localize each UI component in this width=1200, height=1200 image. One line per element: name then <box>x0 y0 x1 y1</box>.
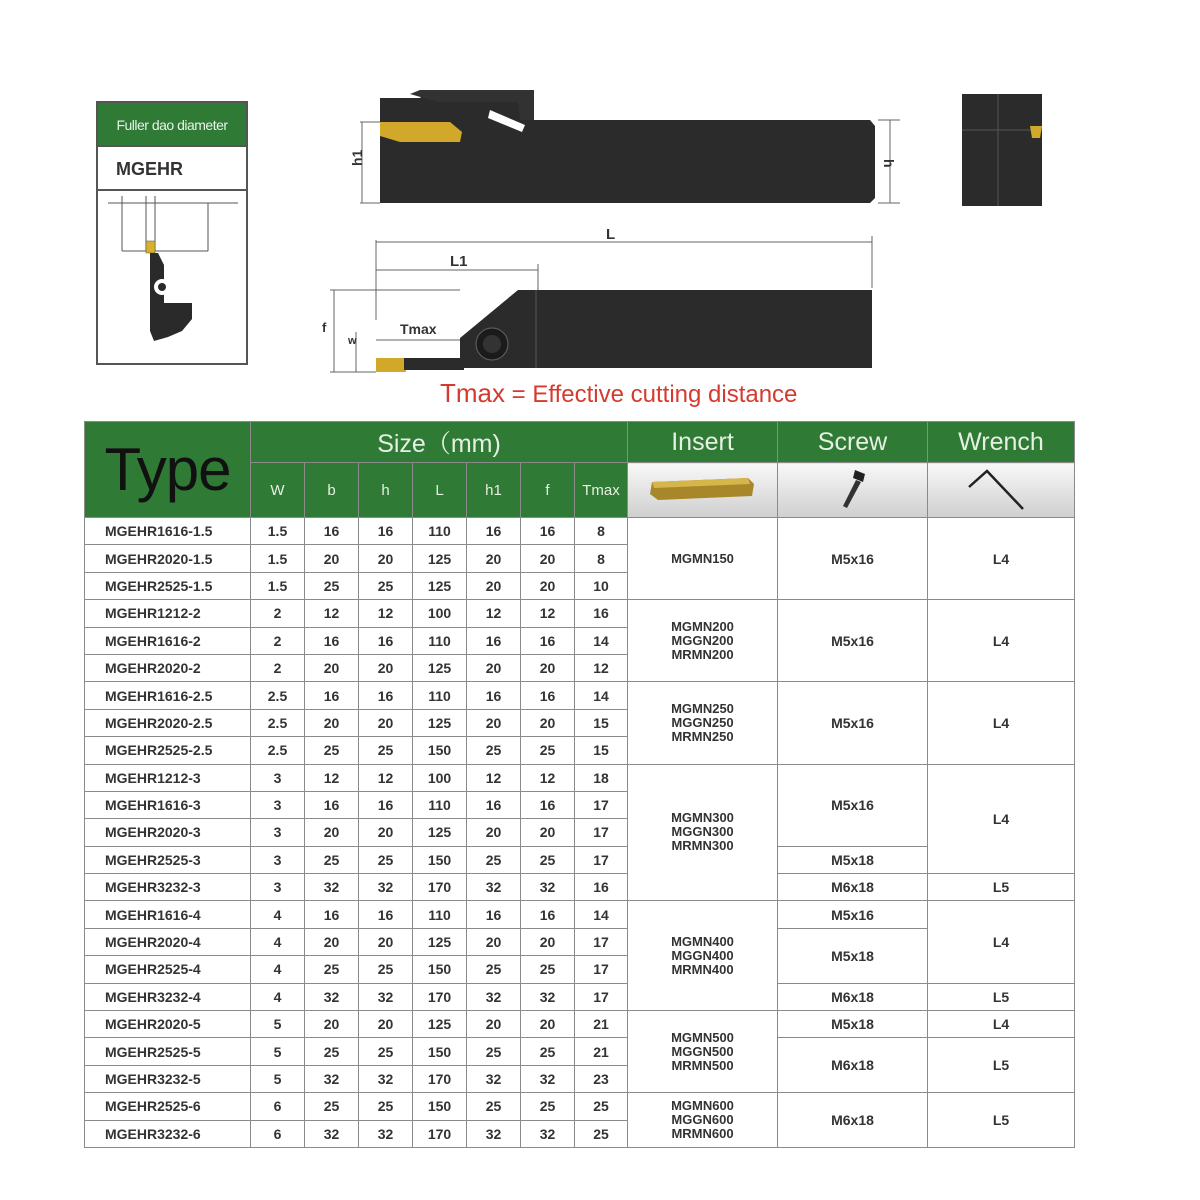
cell-h1: 32 <box>467 1120 521 1147</box>
screw-image-cell <box>778 463 928 518</box>
cell-h1: 12 <box>467 600 521 627</box>
cell-tmax: 23 <box>575 1065 628 1092</box>
cell-h: 25 <box>359 956 413 983</box>
cell-f: 25 <box>521 956 575 983</box>
cell-b: 16 <box>305 791 359 818</box>
cell-h1: 16 <box>467 518 521 545</box>
tmax-caption <box>440 378 797 409</box>
insert-code: MRMN300 <box>671 838 734 854</box>
cell-h1: 25 <box>467 846 521 873</box>
cell-h: 20 <box>359 654 413 681</box>
insert-code: MGMN300 <box>671 810 734 826</box>
cell-w: 2.5 <box>251 737 305 764</box>
cell-b: 20 <box>305 654 359 681</box>
cell-screw: M6x18 <box>778 983 928 1010</box>
dim-label-w: w <box>348 335 357 347</box>
tool-end-view-drawing <box>958 90 1048 210</box>
cell-b: 25 <box>305 572 359 599</box>
cell-type: MGEHR3232-6 <box>85 1120 251 1147</box>
cell-h: 20 <box>359 928 413 955</box>
cell-h1: 16 <box>467 901 521 928</box>
cell-insert <box>628 518 778 600</box>
cell-b: 25 <box>305 956 359 983</box>
cell-screw: M6x18 <box>778 1093 928 1148</box>
cell-l: 125 <box>413 545 467 572</box>
cell-h: 32 <box>359 874 413 901</box>
cell-f: 12 <box>521 600 575 627</box>
cell-h1: 16 <box>467 627 521 654</box>
cell-tmax: 10 <box>575 572 628 599</box>
col-header: h <box>359 463 413 518</box>
cell-tmax: 25 <box>575 1093 628 1120</box>
cell-f: 32 <box>521 983 575 1010</box>
cell-l: 110 <box>413 682 467 709</box>
insert-blade-icon <box>648 472 758 506</box>
cell-f: 16 <box>521 791 575 818</box>
insert-code: MGMN150 <box>671 550 734 566</box>
cell-tmax: 14 <box>575 627 628 654</box>
cell-l: 150 <box>413 956 467 983</box>
cell-l: 100 <box>413 764 467 791</box>
cell-b: 32 <box>305 1065 359 1092</box>
cell-h1: 25 <box>467 1093 521 1120</box>
cell-h: 25 <box>359 1038 413 1065</box>
cell-screw: M5x16 <box>778 518 928 600</box>
cell-tmax: 21 <box>575 1011 628 1038</box>
cell-h1: 12 <box>467 764 521 791</box>
cell-wrench: L5 <box>928 874 1075 901</box>
cell-h1: 25 <box>467 1038 521 1065</box>
cell-screw: M5x16 <box>778 901 928 928</box>
cell-h1: 20 <box>467 709 521 736</box>
col-header: f <box>521 463 575 518</box>
cell-l: 125 <box>413 928 467 955</box>
cell-w: 5 <box>251 1011 305 1038</box>
insert-code: MRMN400 <box>671 961 734 977</box>
cell-insert <box>628 1093 778 1148</box>
cell-b: 20 <box>305 545 359 572</box>
insert-code: MGGN250 <box>671 714 734 730</box>
cell-f: 25 <box>521 1093 575 1120</box>
cell-f: 12 <box>521 764 575 791</box>
insert-code: MGMN600 <box>671 1098 734 1114</box>
cell-tmax: 17 <box>575 983 628 1010</box>
insert-code: MGGN200 <box>671 632 734 648</box>
cell-wrench: L4 <box>928 1011 1075 1038</box>
insert-code: MGMN500 <box>671 1029 734 1045</box>
cell-l: 150 <box>413 1038 467 1065</box>
dim-label-f: f <box>322 320 327 335</box>
cell-l: 150 <box>413 1093 467 1120</box>
header-screw: Screw <box>778 422 928 463</box>
cell-b: 20 <box>305 1011 359 1038</box>
cell-w: 1.5 <box>251 518 305 545</box>
cell-h1: 25 <box>467 737 521 764</box>
cell-f: 20 <box>521 819 575 846</box>
cell-w: 3 <box>251 874 305 901</box>
cell-h1: 32 <box>467 983 521 1010</box>
table-row <box>85 1011 1075 1038</box>
header-insert: Insert <box>628 422 778 463</box>
cell-f: 32 <box>521 874 575 901</box>
cell-screw: M6x18 <box>778 874 928 901</box>
cell-h: 25 <box>359 1093 413 1120</box>
cell-type: MGEHR2525-4 <box>85 956 251 983</box>
dim-label-L: L <box>606 226 616 243</box>
cell-tmax: 17 <box>575 791 628 818</box>
cell-f: 25 <box>521 846 575 873</box>
cell-l: 110 <box>413 901 467 928</box>
cell-h1: 20 <box>467 545 521 572</box>
cell-tmax: 17 <box>575 846 628 873</box>
cell-w: 2.5 <box>251 682 305 709</box>
cell-h: 20 <box>359 709 413 736</box>
cell-l: 125 <box>413 819 467 846</box>
cell-type: MGEHR1212-3 <box>85 764 251 791</box>
cell-type: MGEHR2020-2.5 <box>85 709 251 736</box>
insert-code: MGGN300 <box>671 824 734 840</box>
cell-tmax: 15 <box>575 737 628 764</box>
cell-wrench: L4 <box>928 600 1075 682</box>
cell-b: 25 <box>305 737 359 764</box>
cell-w: 2 <box>251 600 305 627</box>
cell-tmax: 16 <box>575 874 628 901</box>
cell-insert <box>628 600 778 682</box>
table-row <box>85 983 1075 1010</box>
cell-wrench: L5 <box>928 1093 1075 1148</box>
cell-b: 20 <box>305 819 359 846</box>
cell-h: 16 <box>359 518 413 545</box>
cell-f: 25 <box>521 1038 575 1065</box>
cell-type: MGEHR2020-5 <box>85 1011 251 1038</box>
table-row <box>85 682 1075 709</box>
cell-b: 16 <box>305 682 359 709</box>
col-header: h1 <box>467 463 521 518</box>
insert-code: MRMN600 <box>671 1126 734 1142</box>
cell-h1: 16 <box>467 682 521 709</box>
cell-type: MGEHR2020-2 <box>85 654 251 681</box>
cell-type: MGEHR2525-3 <box>85 846 251 873</box>
tool-label-box <box>96 101 248 365</box>
cell-h1: 25 <box>467 956 521 983</box>
tool-setup-sketch <box>98 191 246 363</box>
cell-w: 6 <box>251 1120 305 1147</box>
insert-code: MRMN500 <box>671 1057 734 1073</box>
cell-insert <box>628 901 778 1011</box>
label-box-header: Fuller dao diameter <box>98 103 246 147</box>
cell-f: 20 <box>521 545 575 572</box>
cell-w: 3 <box>251 846 305 873</box>
cell-type: MGEHR2020-3 <box>85 819 251 846</box>
cell-h1: 20 <box>467 928 521 955</box>
cell-w: 5 <box>251 1038 305 1065</box>
insert-code: MGGN600 <box>671 1112 734 1128</box>
cell-f: 16 <box>521 901 575 928</box>
cell-b: 16 <box>305 627 359 654</box>
cell-h: 20 <box>359 819 413 846</box>
spec-table <box>84 421 1075 1148</box>
cell-l: 110 <box>413 791 467 818</box>
cell-l: 170 <box>413 1120 467 1147</box>
cell-tmax: 12 <box>575 654 628 681</box>
cell-l: 125 <box>413 709 467 736</box>
cell-type: MGEHR2525-5 <box>85 1038 251 1065</box>
cell-h1: 32 <box>467 874 521 901</box>
cell-b: 12 <box>305 600 359 627</box>
cell-h: 32 <box>359 1120 413 1147</box>
cell-h: 16 <box>359 791 413 818</box>
cell-h1: 20 <box>467 654 521 681</box>
cell-screw: M6x18 <box>778 1038 928 1093</box>
cell-w: 4 <box>251 901 305 928</box>
cell-w: 6 <box>251 1093 305 1120</box>
cell-screw: M5x16 <box>778 682 928 764</box>
table-row <box>85 1093 1075 1120</box>
insert-code: MGMN200 <box>671 618 734 634</box>
cell-b: 12 <box>305 764 359 791</box>
cell-h: 16 <box>359 901 413 928</box>
cell-type: MGEHR3232-5 <box>85 1065 251 1092</box>
table-row <box>85 874 1075 901</box>
cell-type: MGEHR3232-4 <box>85 983 251 1010</box>
insert-code: MGMN250 <box>671 700 734 716</box>
cell-b: 25 <box>305 846 359 873</box>
cell-wrench: L5 <box>928 983 1075 1010</box>
insert-code: MRMN250 <box>671 728 734 744</box>
cell-b: 20 <box>305 709 359 736</box>
cell-l: 150 <box>413 846 467 873</box>
cell-h: 20 <box>359 545 413 572</box>
cell-b: 16 <box>305 518 359 545</box>
insert-code: MRMN200 <box>671 646 734 662</box>
cell-l: 125 <box>413 1011 467 1038</box>
col-header: Tmax <box>575 463 628 518</box>
cell-screw: M5x18 <box>778 928 928 983</box>
cell-h: 16 <box>359 627 413 654</box>
cell-w: 4 <box>251 983 305 1010</box>
cell-w: 3 <box>251 764 305 791</box>
wrench-image-cell <box>928 463 1075 518</box>
cell-f: 20 <box>521 654 575 681</box>
cell-l: 150 <box>413 737 467 764</box>
cell-w: 5 <box>251 1065 305 1092</box>
cell-w: 1.5 <box>251 572 305 599</box>
cell-h: 16 <box>359 682 413 709</box>
cell-screw: M5x18 <box>778 846 928 873</box>
cell-screw: M5x16 <box>778 764 928 846</box>
cell-f: 16 <box>521 627 575 654</box>
cell-tmax: 15 <box>575 709 628 736</box>
cell-b: 25 <box>305 1038 359 1065</box>
cell-tmax: 8 <box>575 518 628 545</box>
tmax-caption-definition: = Effective cutting distance <box>511 381 798 408</box>
cell-h: 32 <box>359 983 413 1010</box>
hex-wrench-icon <box>961 465 1041 513</box>
screw-icon <box>823 466 883 512</box>
cell-wrench: L4 <box>928 518 1075 600</box>
cell-f: 32 <box>521 1120 575 1147</box>
cell-h1: 20 <box>467 572 521 599</box>
cell-tmax: 18 <box>575 764 628 791</box>
cell-w: 4 <box>251 956 305 983</box>
cell-type: MGEHR1616-1.5 <box>85 518 251 545</box>
cell-insert <box>628 1011 778 1093</box>
dim-label-Tmax: Tmax <box>400 321 437 337</box>
cell-type: MGEHR2525-2.5 <box>85 737 251 764</box>
cell-insert <box>628 764 778 901</box>
cell-type: MGEHR2020-1.5 <box>85 545 251 572</box>
cell-b: 32 <box>305 874 359 901</box>
cell-h: 12 <box>359 600 413 627</box>
cell-l: 110 <box>413 518 467 545</box>
dim-label-h: h <box>881 159 897 168</box>
col-header: W <box>251 463 305 518</box>
cell-l: 125 <box>413 572 467 599</box>
tmax-caption-term: Tmax <box>440 378 505 408</box>
table-row <box>85 1038 1075 1065</box>
label-box-model: MGEHR <box>98 147 246 191</box>
cell-w: 1.5 <box>251 545 305 572</box>
cell-f: 16 <box>521 682 575 709</box>
cell-wrench: L5 <box>928 1038 1075 1093</box>
col-header: L <box>413 463 467 518</box>
cell-h1: 20 <box>467 1011 521 1038</box>
cell-w: 2 <box>251 627 305 654</box>
cell-wrench: L4 <box>928 682 1075 764</box>
cell-wrench: L4 <box>928 901 1075 983</box>
table-row <box>85 901 1075 928</box>
cell-type: MGEHR1616-2 <box>85 627 251 654</box>
cell-h: 32 <box>359 1065 413 1092</box>
cell-f: 20 <box>521 709 575 736</box>
cell-b: 32 <box>305 1120 359 1147</box>
insert-code: MGGN500 <box>671 1043 734 1059</box>
insert-image-cell <box>628 463 778 518</box>
cell-h: 25 <box>359 737 413 764</box>
cell-f: 20 <box>521 1011 575 1038</box>
cell-f: 16 <box>521 518 575 545</box>
cell-b: 16 <box>305 901 359 928</box>
cell-tmax: 14 <box>575 901 628 928</box>
cell-type: MGEHR1616-4 <box>85 901 251 928</box>
cell-tmax: 14 <box>575 682 628 709</box>
cell-b: 25 <box>305 1093 359 1120</box>
table-row <box>85 600 1075 627</box>
cell-f: 20 <box>521 928 575 955</box>
cell-screw: M5x18 <box>778 1011 928 1038</box>
header-type: Type <box>85 422 251 518</box>
cell-type: MGEHR2525-1.5 <box>85 572 251 599</box>
cell-w: 2 <box>251 654 305 681</box>
cell-type: MGEHR2020-4 <box>85 928 251 955</box>
cell-h1: 16 <box>467 791 521 818</box>
cell-wrench: L4 <box>928 764 1075 874</box>
tool-side-view-drawing <box>320 220 890 385</box>
cell-tmax: 17 <box>575 928 628 955</box>
cell-tmax: 25 <box>575 1120 628 1147</box>
cell-h: 25 <box>359 846 413 873</box>
cell-type: MGEHR3232-3 <box>85 874 251 901</box>
cell-f: 25 <box>521 737 575 764</box>
insert-code: MGMN400 <box>671 933 734 949</box>
cell-h: 20 <box>359 1011 413 1038</box>
cell-tmax: 17 <box>575 956 628 983</box>
cell-tmax: 21 <box>575 1038 628 1065</box>
cell-h: 12 <box>359 764 413 791</box>
cell-l: 170 <box>413 1065 467 1092</box>
cell-l: 100 <box>413 600 467 627</box>
cell-f: 20 <box>521 572 575 599</box>
cell-tmax: 17 <box>575 819 628 846</box>
cell-h: 25 <box>359 572 413 599</box>
cell-w: 2.5 <box>251 709 305 736</box>
cell-tmax: 8 <box>575 545 628 572</box>
cell-type: MGEHR2525-6 <box>85 1093 251 1120</box>
dim-label-h1: h1 <box>349 149 365 166</box>
cell-screw: M5x16 <box>778 600 928 682</box>
cell-w: 4 <box>251 928 305 955</box>
cell-insert <box>628 682 778 764</box>
insert-code: MGGN400 <box>671 947 734 963</box>
cell-l: 170 <box>413 874 467 901</box>
cell-type: MGEHR1616-2.5 <box>85 682 251 709</box>
header-wrench: Wrench <box>928 422 1075 463</box>
cell-l: 110 <box>413 627 467 654</box>
cell-w: 3 <box>251 819 305 846</box>
cell-b: 32 <box>305 983 359 1010</box>
cell-b: 20 <box>305 928 359 955</box>
cell-f: 32 <box>521 1065 575 1092</box>
cell-l: 125 <box>413 654 467 681</box>
cell-l: 170 <box>413 983 467 1010</box>
cell-w: 3 <box>251 791 305 818</box>
cell-h1: 20 <box>467 819 521 846</box>
tool-top-view-drawing <box>340 80 900 215</box>
cell-type: MGEHR1616-3 <box>85 791 251 818</box>
table-row <box>85 928 1075 955</box>
cell-h1: 32 <box>467 1065 521 1092</box>
table-row <box>85 764 1075 791</box>
table-row <box>85 518 1075 545</box>
col-header: b <box>305 463 359 518</box>
dim-label-L1: L1 <box>450 253 468 270</box>
cell-type: MGEHR1212-2 <box>85 600 251 627</box>
header-size: Size（mm) <box>251 422 628 463</box>
table-row <box>85 846 1075 873</box>
cell-tmax: 16 <box>575 600 628 627</box>
